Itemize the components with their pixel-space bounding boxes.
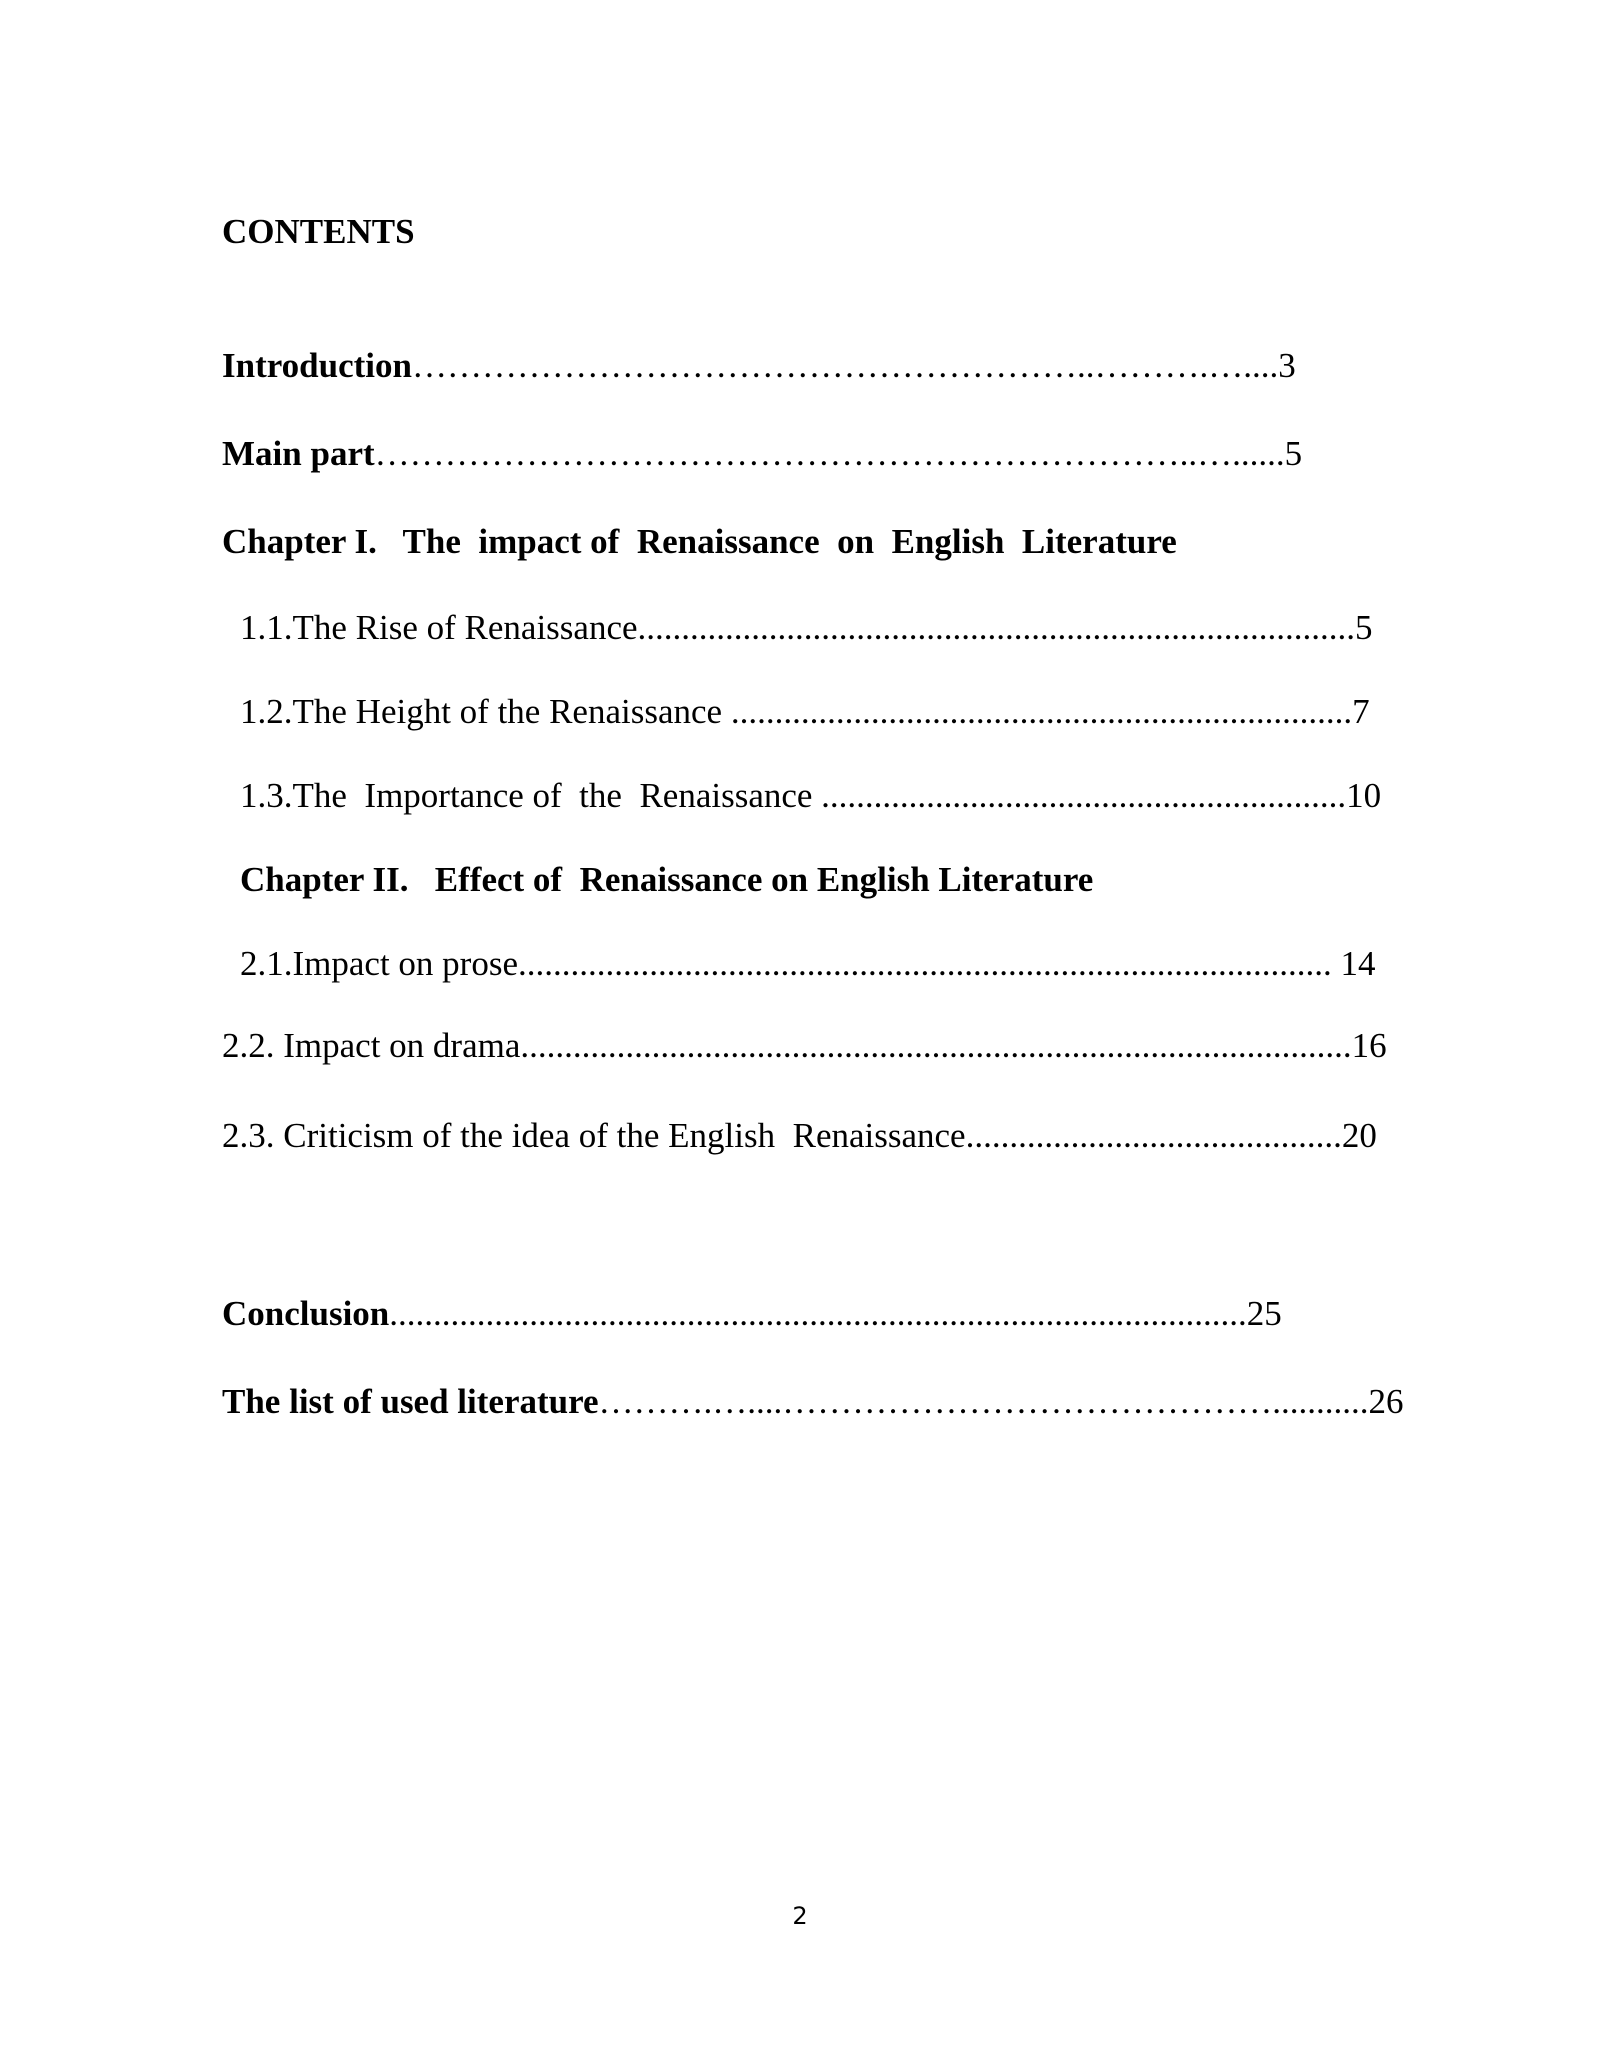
toc-chapter-2-heading: Chapter II. Effect of Renaissance on English Literature [240,860,1094,899]
toc-entry-conclusion [222,1292,1282,1336]
toc-entry-introduction [222,344,1296,388]
toc-entry-1-3: 1.3.The Importance of the Renaissance ............................................................10 [240,776,1382,815]
toc-entry-literature [222,1380,1404,1424]
toc-page-number: 26 [1368,1382,1404,1421]
toc-entry-2-3: 2.3. Criticism of the idea of the English Renaissance...........................................20 [222,1116,1377,1155]
toc-entry-label: Conclusion [222,1294,390,1333]
toc-entry-2-1: 2.1.Impact on prose............................................................................................. 14 [240,944,1376,983]
toc-page-number: 25 [1246,1294,1282,1333]
toc-entry-label: Introduction [222,346,412,385]
toc-page-number: 5 [1284,434,1303,473]
toc-leader-dots: .................................................................................................. [389,1294,1247,1333]
toc-entry-label: Main part [222,434,375,473]
toc-leader-dots: ……….…....……………………………………........... [598,1382,1369,1421]
page-number: 2 [792,1902,808,1930]
toc-entry-label: The list of used literature [222,1382,599,1421]
toc-leader-dots: …………………………………………………..……….….... [411,346,1279,385]
page-title: CONTENTS [222,212,415,251]
toc-entry-1-1: 1.1.The Rise of Renaissance..................................................................................5 [240,608,1373,647]
toc-entry-1-2: 1.2.The Height of the Renaissance .......................................................................7 [240,692,1370,731]
toc-entry-2-2: 2.2. Impact on drama...............................................................................................16 [222,1026,1387,1065]
toc-leader-dots: ……………………………………………………………..…...... [374,434,1285,473]
toc-entry-main-part [222,432,1302,476]
toc-chapter-1-heading: Chapter I. The impact of Renaissance on English Literature [222,522,1177,561]
toc-page-number: 3 [1278,346,1296,385]
